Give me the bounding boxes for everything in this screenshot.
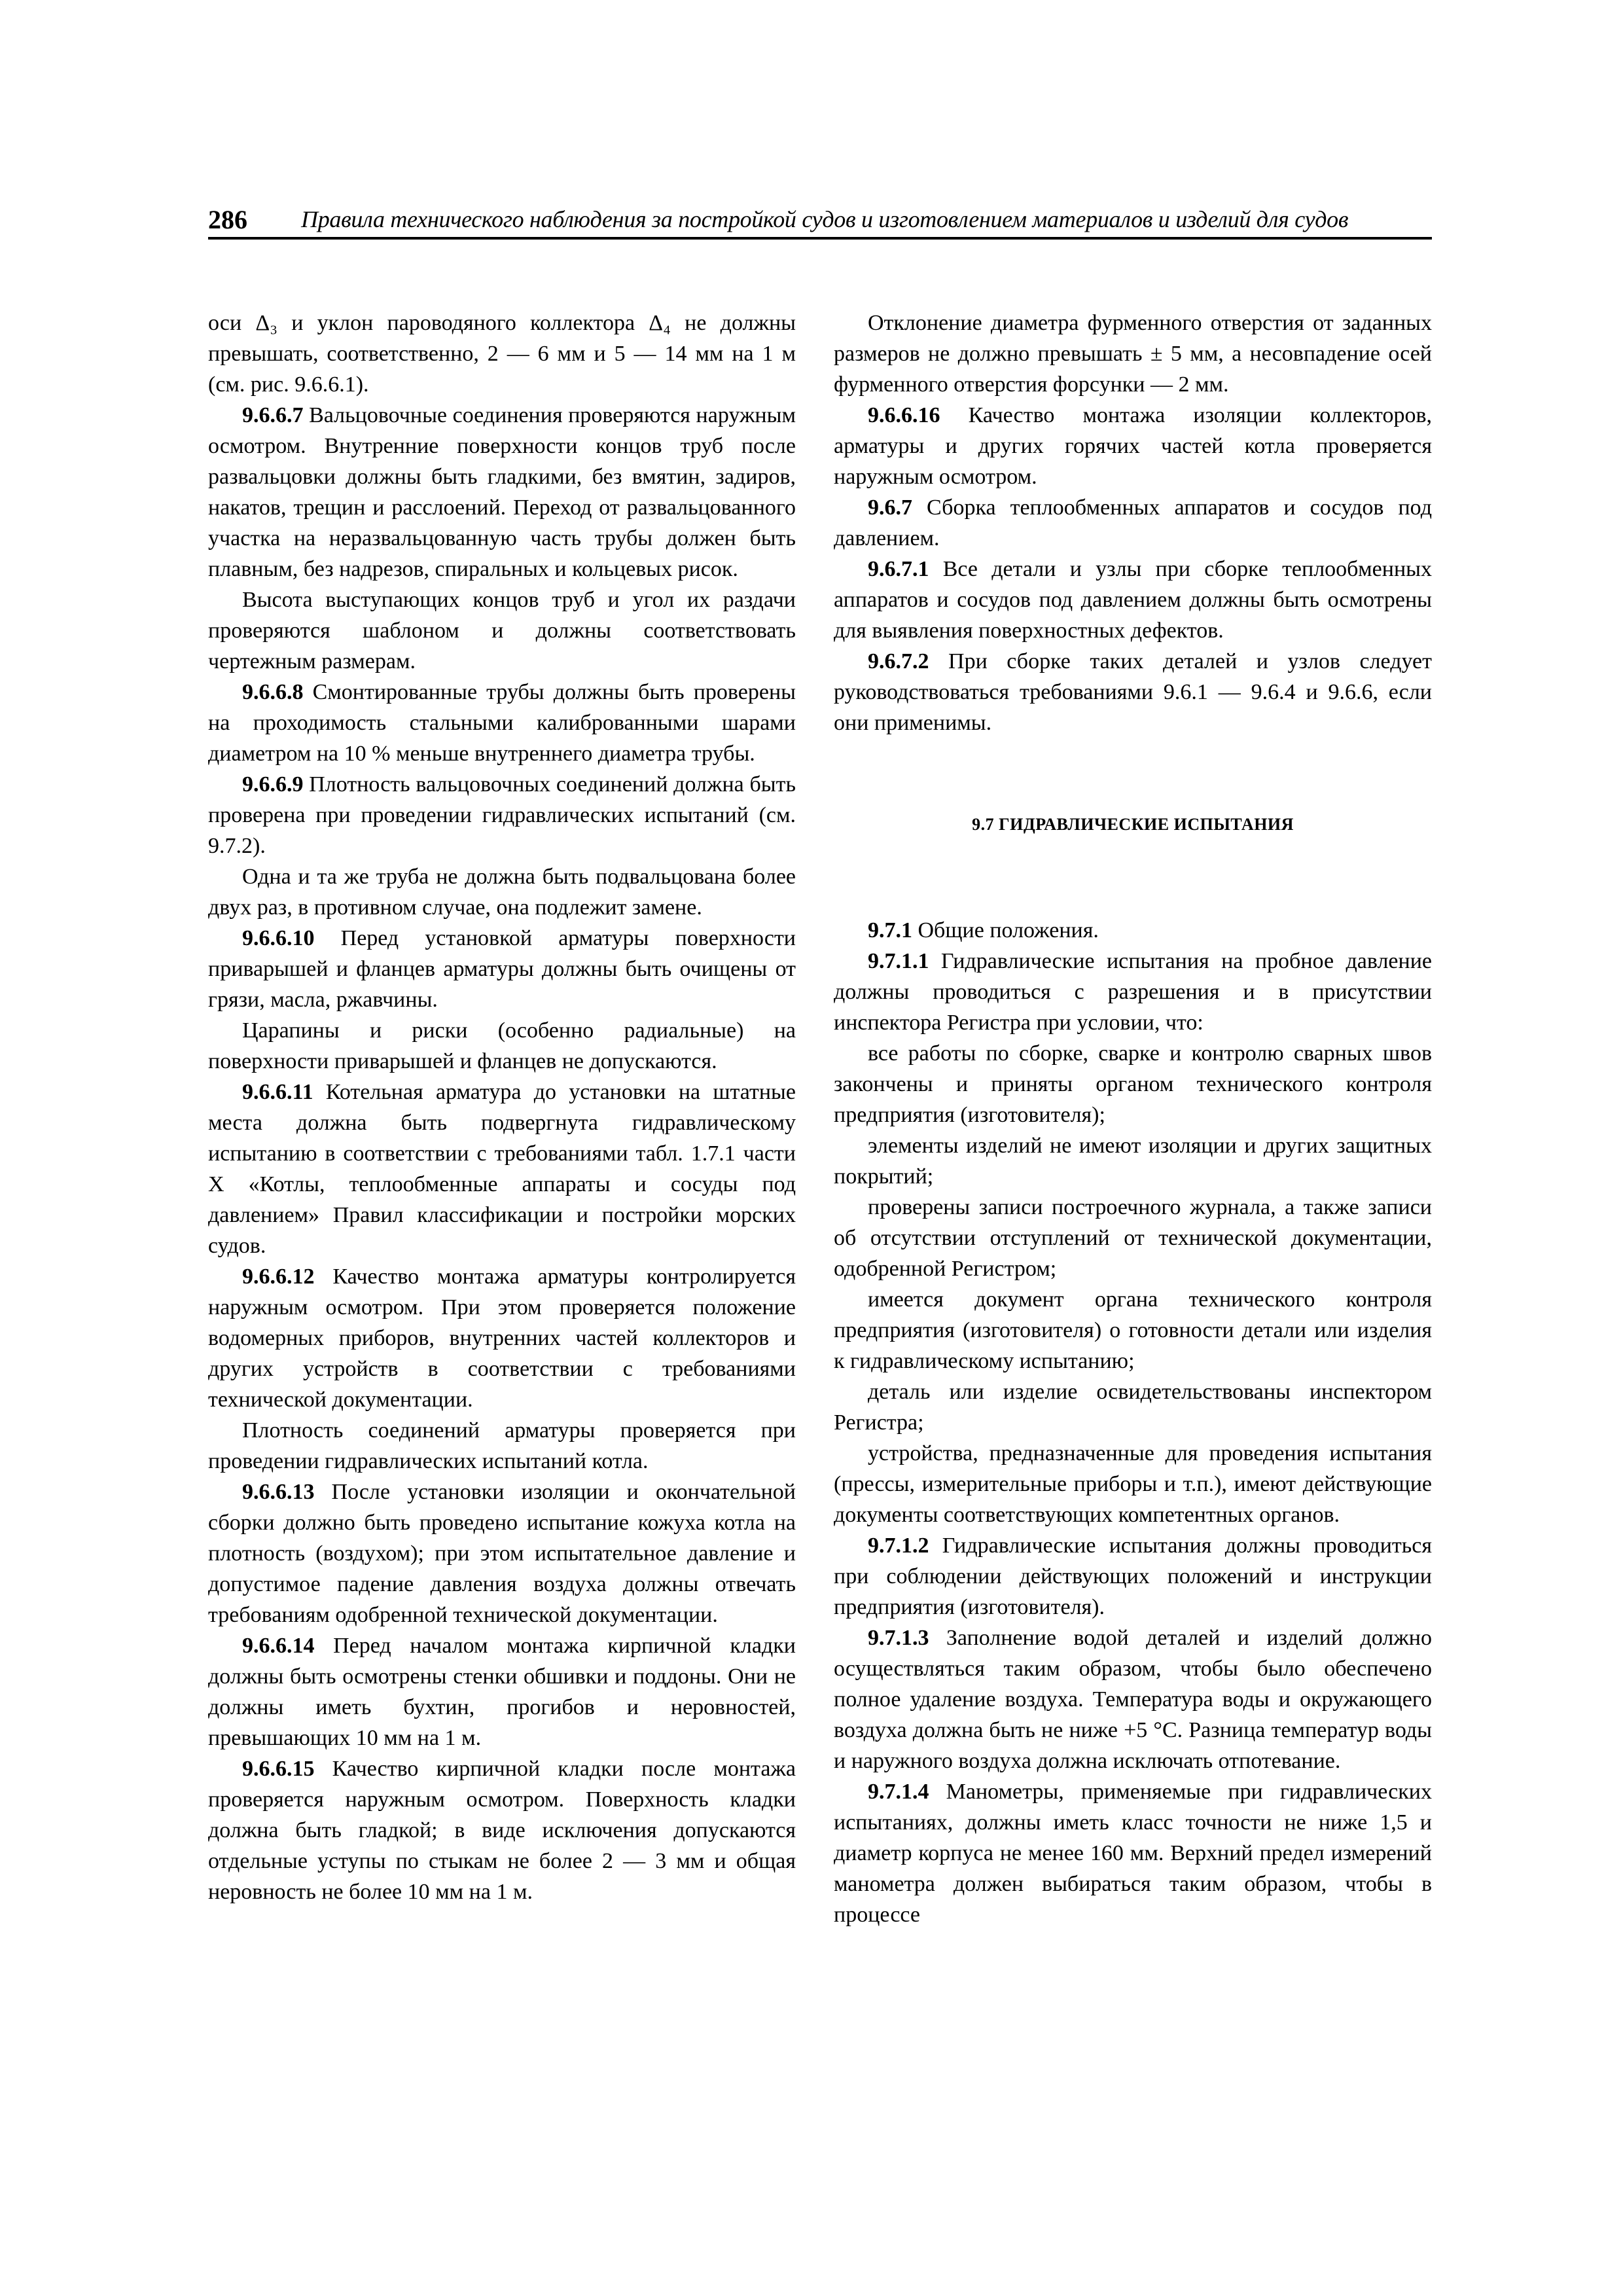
paragraph — [208, 1077, 796, 1261]
clause-number: 9.6.6.14 — [242, 1634, 315, 1658]
paragraph-text: Вальцовочные соединения проверяются наружным осмотром. Внутренние поверхности концов труб после развальцовки должны быть гладкими, без вмятин, задиров, накатов, трещин и расслоений. Переход от развальцованного участка на неразвальцованную часть трубы должен быть плавным, без надрезов, спиральных и кольцевых рисок. — [208, 403, 796, 581]
left-column — [208, 308, 796, 1907]
page-number: 286 — [208, 205, 247, 234]
list-item: все работы по сборке, сварке и контролю сварных швов закончены и приняты органом технического контроля предприятия (изготовителя); — [834, 1041, 1432, 1127]
paragraph: Царапины и риски (особенно радиальные) на поверхности приварышей и фланцев не допускаются. — [208, 1018, 796, 1073]
paragraph — [834, 554, 1432, 646]
list-item: имеется документ органа технического контроля предприятия (изготовителя) о готовности детали или изделия к гидравлическому испытанию; — [834, 1287, 1432, 1373]
page-header — [208, 199, 1432, 240]
paragraph-text: Качество кирпичной кладки после монтажа проверяется наружным осмотром. Поверхность кладки должна быть гладкой; в виде исключения допускаются отдельные уступы по стыкам не более 2 — 3 мм и общая неровность не более 10 мм на 1 м. — [208, 1757, 796, 1904]
clause-number: 9.6.7.1 — [868, 557, 929, 581]
list-item: деталь или изделие освидетельствованы инспектором Регистра; — [834, 1380, 1432, 1435]
section-heading: 9.7 ГИДРАВЛИЧЕСКИЕ ИСПЫТАНИЯ — [972, 815, 1294, 834]
running-title: Правила технического наблюдения за постройкой судов и изготовлением материалов и изделий для судов — [301, 206, 1349, 232]
paragraph — [834, 915, 1432, 946]
paragraph-text: Гидравлические испытания на пробное давление должны проводиться с разрешения и в присутствии инспектора Регистра при условии, что: — [834, 949, 1432, 1035]
paragraph-text: Все детали и узлы при сборке теплообменных аппаратов и сосудов под давлением должны быть осмотрены для выявления поверхностных дефектов. — [834, 557, 1432, 643]
paragraph: Плотность соединений арматуры проверяется при проведении гидравлических испытаний котла. — [208, 1418, 796, 1473]
paragraph-text: Заполнение водой деталей и изделий должно осуществляться таким образом, чтобы было обеспечено полное удаление воздуха. Температура воды и окружающего воздуха должна быть не ниже +5 °С. Разница температур воды и наружного воздуха должна исключать отпотевание. — [834, 1626, 1432, 1773]
clause-number: 9.6.7 — [868, 495, 912, 520]
list-item: проверены записи построечного журнала, а также записи об отсутствии отступлений от технической документации, одобренной Регистром; — [834, 1195, 1432, 1281]
paragraph — [208, 1630, 796, 1753]
paragraph: Высота выступающих концов труб и угол их раздачи проверяются шаблоном и должны соответствовать чертежным размерам. — [208, 588, 796, 673]
paragraph-text: Смонтированные трубы должны быть проверены на проходимость стальными калиброванными шарами диаметром на 10 % меньше внутреннего диаметра трубы. — [208, 680, 796, 766]
paragraph-text: Перед началом монтажа кирпичной кладки должны быть осмотрены стенки обшивки и поддоны. Они не должны иметь бухтин, прогибов и неровностей, превышающих 10 мм на 1 м. — [208, 1634, 796, 1750]
list-item: устройства, предназначенные для проведения испытания (прессы, измерительные приборы и т.п.), имеют действующие документы соответствующих компетентных органов. — [834, 1441, 1432, 1527]
paragraph — [208, 677, 796, 769]
clause-number: 9.6.6.7 — [242, 403, 304, 427]
clause-number: 9.6.6.16 — [868, 403, 940, 427]
paragraph — [834, 1623, 1432, 1776]
paragraph — [208, 400, 796, 584]
clause-number: 9.7.1.1 — [868, 949, 929, 973]
paragraph-text: Сборка теплообменных аппаратов и сосудов под давлением. — [834, 495, 1432, 550]
paragraph: Одна и та же труба не должна быть подвальцована более двух раз, в противном случае, она подлежит замене. — [208, 865, 796, 920]
paragraph — [834, 646, 1432, 738]
paragraph-text: После установки изоляции и окончательной сборки должно быть проведено испытание кожуха котла на плотность (воздухом); при этом испытательное давление и допустимое падение давления воздуха должны отвечать требованиям одобренной технической документации. — [208, 1480, 796, 1627]
paragraph-text: Общие положения. — [912, 918, 1099, 942]
clause-number: 9.7.1.3 — [868, 1626, 929, 1650]
paragraph-text: Качество монтажа арматуры контролируется наружным осмотром. При этом проверяется положение водомерных приборов, внутренних частей коллекторов и других устройств в соответствии с требованиями технической документации. — [208, 1265, 796, 1412]
paragraph — [834, 1776, 1432, 1930]
paragraph-text: Плотность вальцовочных соединений должна быть проверена при проведении гидравлических испытаний (см. 9.7.2). — [208, 772, 796, 858]
paragraph — [208, 1477, 796, 1630]
paragraph-text: Котельная арматура до установки на штатные места должна быть подвергнута гидравлическому испытанию в соответствии с требованиями табл. 1.7.1 части X «Котлы, теплообменные аппараты и сосуды под давлением» Правил классификации и постройки морских судов. — [208, 1080, 796, 1258]
paragraph-text: Манометры, применяемые при гидравлических испытаниях, должны иметь класс точности не ниже 1,5 и диаметр корпуса не менее 160 мм. Верхний предел измерений манометра должен выбираться таким образом, чтобы в процессе — [834, 1780, 1432, 1927]
clause-number: 9.7.1.2 — [868, 1534, 929, 1558]
paragraph: Отклонение диаметра фурменного отверстия от заданных размеров не должно превышать ± 5 мм, а несовпадение осей фурменного отверстия форсунки — 2 мм. — [834, 311, 1432, 397]
clause-number: 9.6.6.11 — [242, 1080, 313, 1104]
clause-number: 9.6.6.15 — [242, 1757, 315, 1781]
clause-number: 9.7.1 — [868, 918, 912, 942]
paragraph: оси Δ₃ и уклон пароводяного коллектора Δ₄ не должны превышать, соответственно, 2 — 6 мм и 5 — 14 мм на 1 м (см. рис. 9.6.6.1). — [208, 311, 796, 397]
paragraph-text: Перед установкой арматуры поверхности приварышей и фланцев арматуры должны быть очищены от грязи, масла, ржавчины. — [208, 926, 796, 1012]
right-column — [834, 308, 1432, 1930]
clause-number: 9.6.6.10 — [242, 926, 315, 950]
paragraph — [834, 946, 1432, 1038]
paragraph — [834, 492, 1432, 554]
paragraph — [208, 1261, 796, 1415]
paragraph — [834, 400, 1432, 492]
clause-number: 9.6.6.9 — [242, 772, 304, 797]
clause-number: 9.6.6.13 — [242, 1480, 315, 1504]
clause-number: 9.6.7.2 — [868, 649, 929, 673]
clause-number: 9.6.6.12 — [242, 1265, 315, 1289]
clause-number: 9.6.6.8 — [242, 680, 304, 704]
paragraph-text: Гидравлические испытания должны проводиться при соблюдении действующих положений и инструкции предприятия (изготовителя). — [834, 1534, 1432, 1619]
clause-number: 9.7.1.4 — [868, 1780, 929, 1804]
paragraph — [208, 769, 796, 861]
paragraph — [208, 1753, 796, 1907]
paragraph — [208, 923, 796, 1015]
paragraph-text: Качество монтажа изоляции коллекторов, арматуры и других горячих частей котла проверяется наружным осмотром. — [834, 403, 1432, 489]
list-item: элементы изделий не имеют изоляции и других защитных покрытий; — [834, 1134, 1432, 1189]
paragraph-text: При сборке таких деталей и узлов следует руководствоваться требованиями 9.6.1 — 9.6.4 и 9.6.6, если они применимы. — [834, 649, 1432, 735]
paragraph — [834, 1530, 1432, 1623]
